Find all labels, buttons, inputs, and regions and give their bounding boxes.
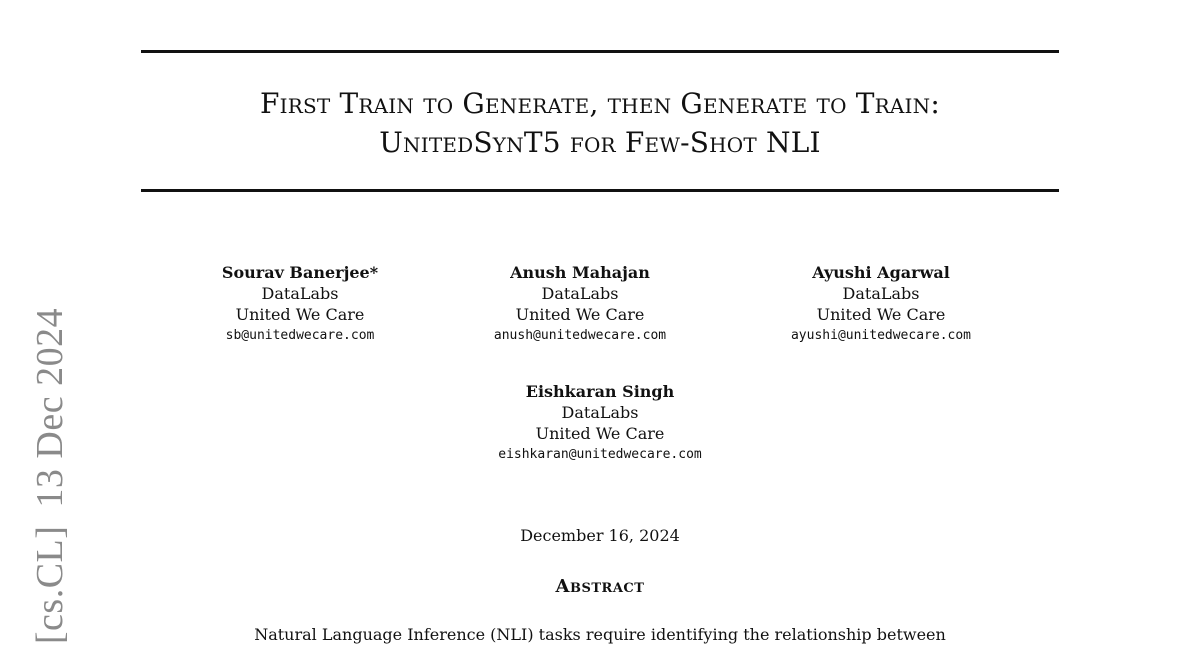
- author-name: Anush Mahajan: [510, 263, 650, 282]
- arxiv-date: 13 Dec 2024: [29, 307, 71, 508]
- author-org: DataLabs: [561, 403, 639, 422]
- author-email: sb@unitedwecare.com: [225, 328, 375, 343]
- author-company: United We Care: [816, 305, 946, 324]
- author-email: anush@unitedwecare.com: [493, 328, 667, 343]
- author-email: ayushi@unitedwecare.com: [790, 328, 971, 343]
- author-org: DataLabs: [842, 284, 920, 303]
- arxiv-category: [cs.CL]: [29, 525, 71, 645]
- author-block: [460, 381, 740, 466]
- abstract-text: Natural Language Inference (NLI) tasks require identifying the relationship between: [254, 625, 946, 644]
- author-name: Sourav Banerjee*: [221, 263, 379, 282]
- publication-date: December 16, 2024: [520, 526, 680, 545]
- author-company: United We Care: [515, 305, 645, 324]
- author-block: [440, 262, 720, 347]
- author-email: eishkaran@unitedwecare.com: [498, 447, 702, 462]
- title-top-rule: [141, 50, 1059, 53]
- title-line-2: UnitedSynT5 for Few-Shot NLI: [379, 126, 821, 159]
- author-block: [160, 262, 440, 347]
- author-name: Eishkaran Singh: [525, 382, 675, 401]
- author-company: United We Care: [535, 424, 665, 443]
- arxiv-side-stamp: [30, 308, 70, 644]
- paper-title: [141, 84, 1059, 162]
- title-line-1: First Train to Generate, then Generate to Train:: [259, 87, 940, 120]
- author-org: DataLabs: [261, 284, 339, 303]
- author-company: United We Care: [235, 305, 365, 324]
- title-bottom-rule: [141, 189, 1059, 192]
- author-block: [741, 262, 1021, 347]
- abstract-heading: Abstract: [555, 576, 645, 597]
- author-name: Ayushi Agarwal: [812, 263, 950, 282]
- author-org: DataLabs: [541, 284, 619, 303]
